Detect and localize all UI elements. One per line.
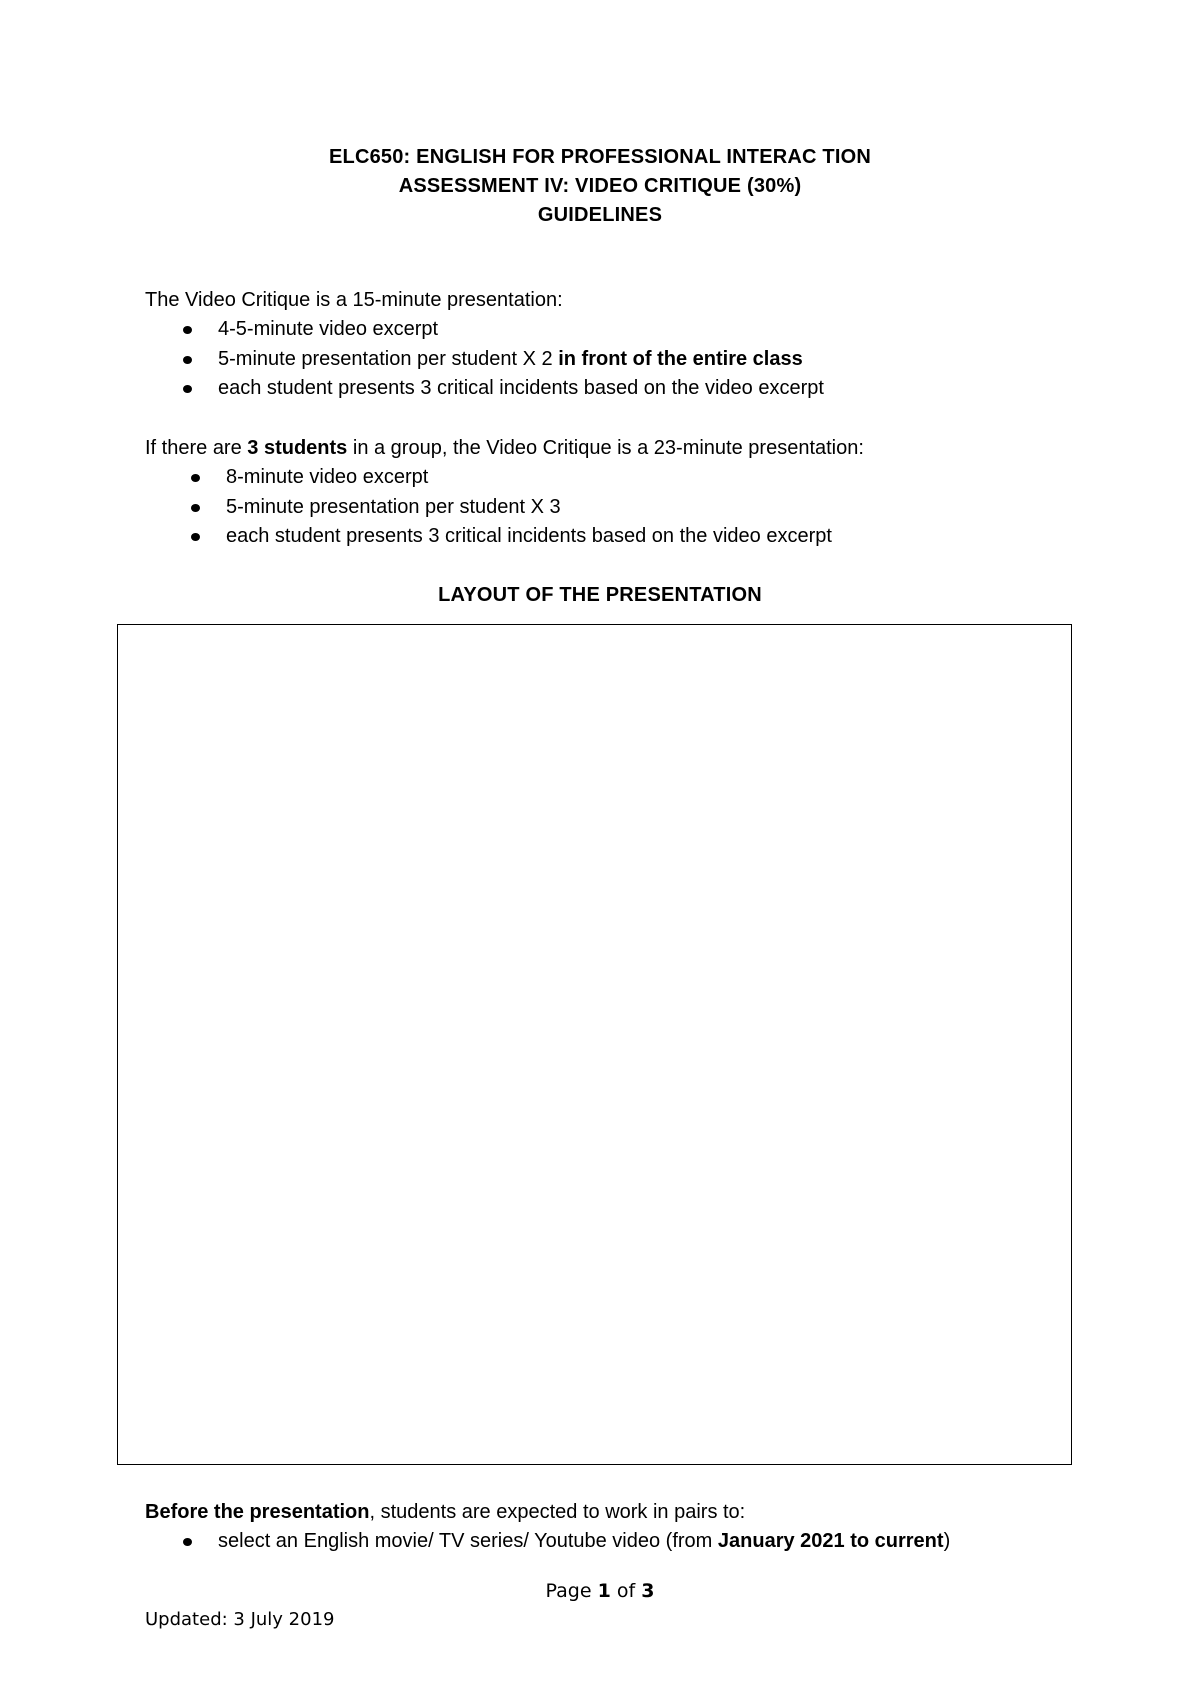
bullet-icon: [191, 474, 200, 482]
before-intro-after: , students are expected to work in pairs to:: [369, 1501, 746, 1523]
before-bullet-list: [183, 1527, 950, 1557]
layout-heading: LAYOUT OF THE PRESENTATION: [438, 584, 762, 606]
page-total: 3: [641, 1580, 655, 1602]
pair-bullet-list: [183, 315, 824, 404]
bullet-icon: [183, 385, 192, 393]
list-item: [183, 345, 824, 375]
list-item-after-text: ): [943, 1530, 951, 1552]
page-word: Page: [545, 1580, 598, 1602]
list-item-bold-text: January 2021 to current: [717, 1530, 944, 1552]
list-item: [183, 315, 824, 345]
list-item: [191, 493, 832, 523]
list-item-bold-text: in front of the entire class: [558, 347, 803, 370]
pair-intro: The Video Critique is a 15-minute presentation:: [145, 289, 563, 311]
list-item: [183, 374, 824, 404]
list-item: [183, 1527, 950, 1557]
trio-intro-before: If there are: [145, 437, 248, 459]
page-current: 1: [597, 1580, 611, 1602]
list-item-text: each student presents 3 critical incidents based on the video excerpt: [218, 377, 824, 399]
guidelines-heading: GUIDELINES: [537, 204, 663, 226]
trio-bullet-list: [191, 463, 832, 552]
trio-intro: [145, 437, 864, 460]
list-item-text: 5-minute presentation per student X 3: [226, 495, 561, 518]
list-item-text: each student presents 3 critical incidents based on the video excerpt: [226, 525, 832, 547]
bullet-icon: [183, 356, 192, 364]
page-number: [0, 1580, 1200, 1602]
bullet-icon: [183, 326, 192, 334]
list-item: [191, 463, 832, 493]
bullet-icon: [183, 1538, 192, 1546]
bullet-icon: [191, 504, 200, 512]
bullet-icon: [191, 533, 200, 541]
layout-box: [117, 624, 1072, 1465]
list-item-text: 4-5-minute video excerpt: [218, 318, 439, 340]
assessment-title: ASSESSMENT IV: VIDEO CRITIQUE (30%): [398, 175, 802, 197]
of-word: of: [610, 1580, 642, 1602]
before-intro: [145, 1501, 745, 1524]
list-item-text: 5-minute presentation per student X 2: [218, 347, 559, 370]
before-intro-bold: Before the presentation: [145, 1501, 370, 1523]
list-item: [191, 522, 832, 552]
updated-date: Updated: 3 July 2019: [145, 1609, 335, 1630]
list-item-text: 8-minute video excerpt: [226, 466, 429, 488]
trio-intro-bold: 3 students: [247, 437, 348, 459]
trio-intro-after: in a group, the Video Critique is a 23-minute presentation:: [347, 437, 864, 459]
list-item-text: select an English movie/ TV series/ Youtube video (from: [218, 1530, 718, 1552]
course-title: ELC650: ENGLISH FOR PROFESSIONAL INTERAC TION: [328, 146, 872, 168]
